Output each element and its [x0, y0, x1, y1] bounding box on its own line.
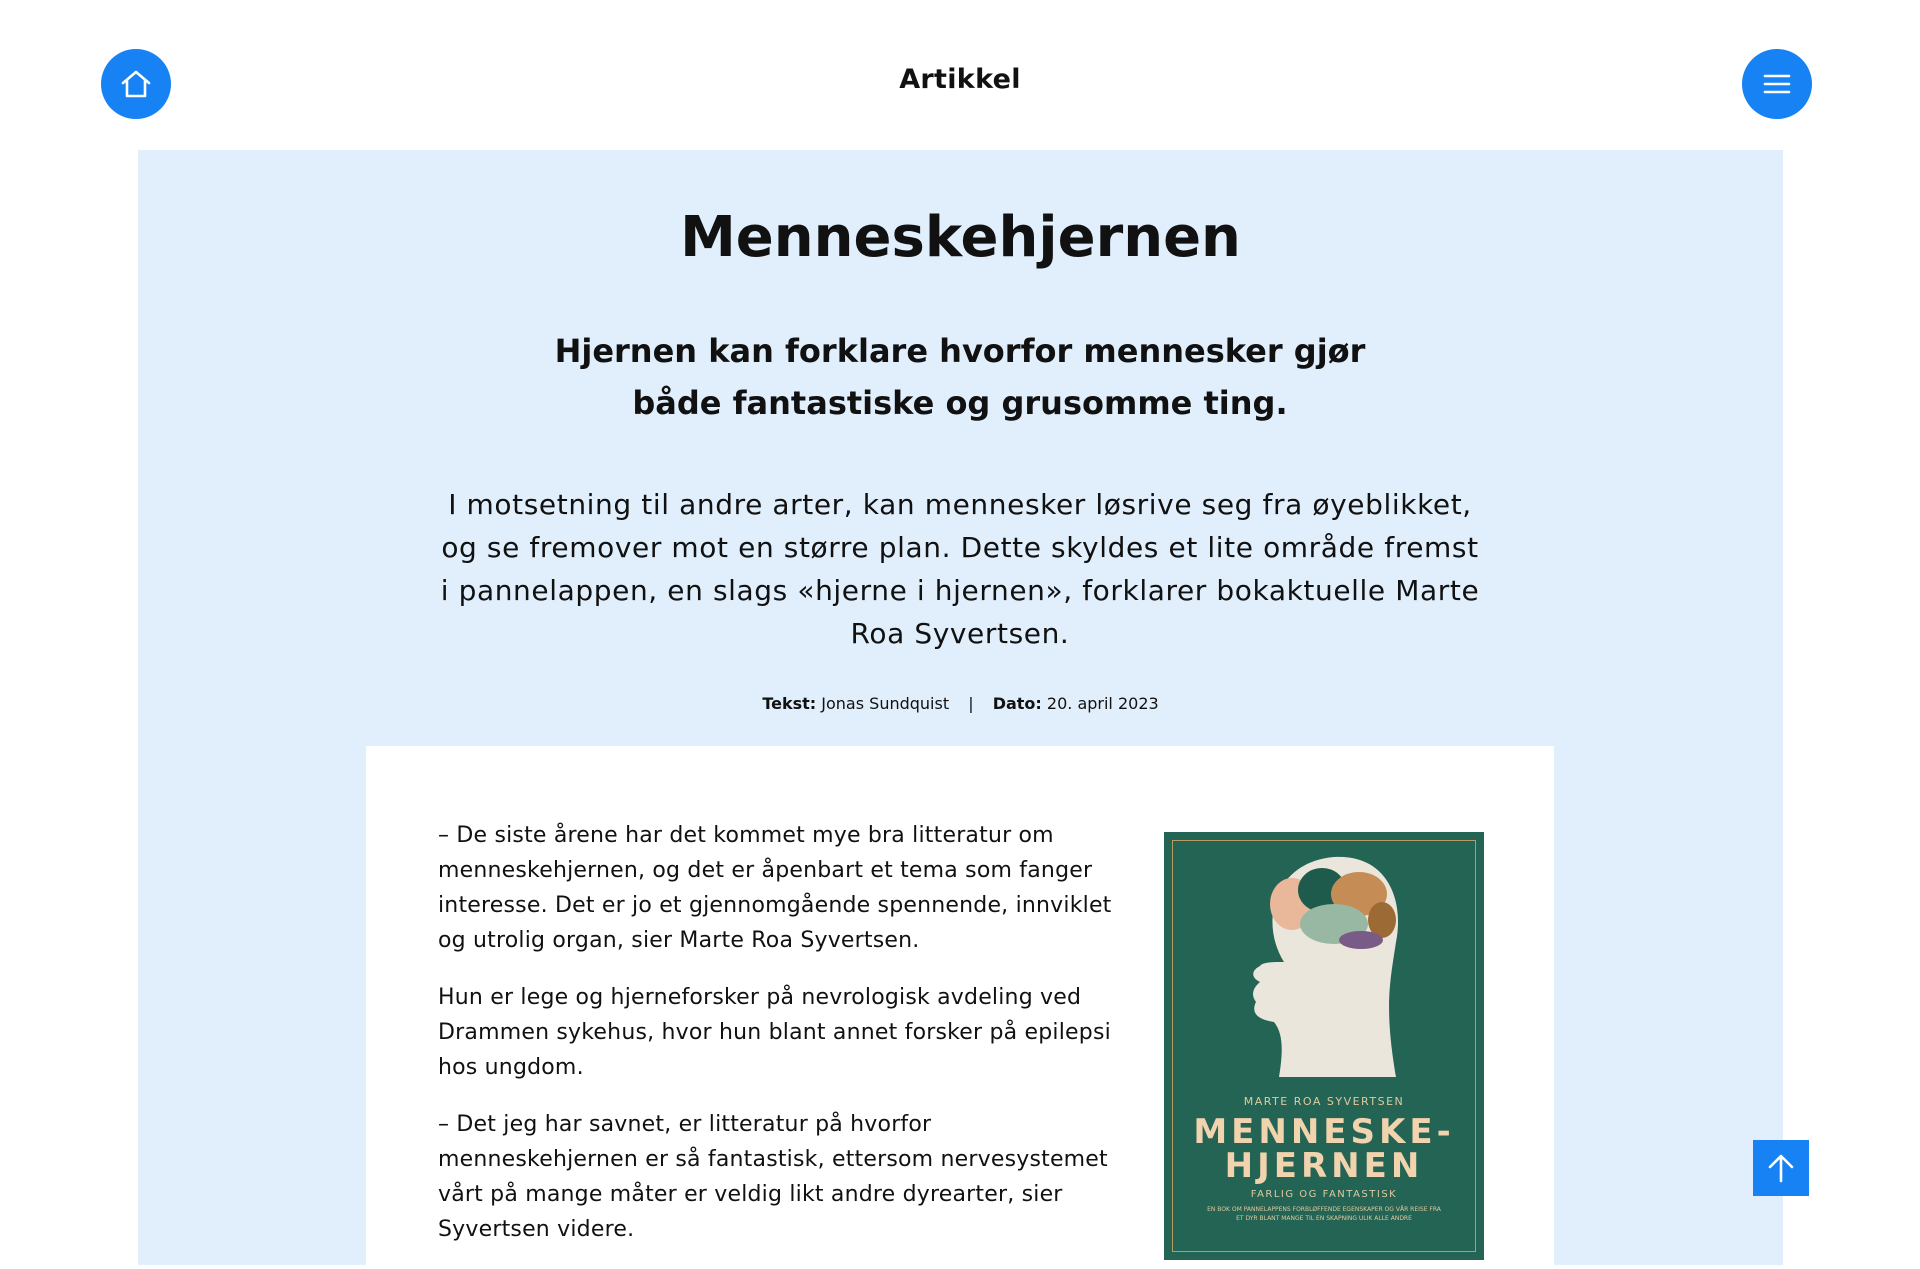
- article-meta: [138, 694, 1783, 713]
- author-name: Jonas Sundquist: [821, 694, 950, 713]
- article-lead: I motsetning til andre arter, kan mennesker løsrive seg fra øyeblikket, og se fremover mot en større plan. Dette skyldes et lite område fremst i pannelappen, en slags «hjerne i hjernen», forklarer bokaktuelle Marte Roa Syvertsen.: [440, 488, 1480, 650]
- body-text: [438, 818, 1118, 1269]
- hamburger-menu-icon: [1761, 68, 1793, 100]
- paragraph: Hun er lege og hjerneforsker på nevrologisk avdeling ved Drammen sykehus, hvor hun blant annet forsker på epilepsi hos ungdom.: [438, 985, 1111, 1080]
- book-title-line: MENNESKE-: [1193, 1112, 1455, 1152]
- article-body: [366, 746, 1554, 1266]
- book-subtitle: FARLIG OG FANTASTISK: [1250, 1189, 1398, 1200]
- scroll-to-top-button[interactable]: [1753, 1140, 1809, 1196]
- article-subtitle: Hjernen kan forklare hvorfor mennesker gjør både fantastiske og grusomme ting.: [554, 332, 1366, 422]
- book-cover-image: [1164, 832, 1484, 1260]
- menu-button[interactable]: [1742, 49, 1812, 119]
- paragraph: – De siste årene har det kommet mye bra litteratur om menneskehjernen, og det er åpenbart et tema som fanger interesse. Det er jo et gjennomgående spennende, innviklet og utrolig organ, sier Marte Roa Syvertsen.: [438, 823, 1112, 953]
- paragraph: – Det jeg har savnet, er litteratur på hvorfor menneskehjernen er så fantastisk, ettersom nervesystemet vårt på mange måter er veldig likt andre dyrearter, sier Syvertsen videre.: [438, 1112, 1108, 1242]
- publish-date: 20. april 2023: [1046, 694, 1159, 713]
- date-label: Dato:: [992, 694, 1042, 713]
- book-title-line: HJERNEN: [1224, 1146, 1424, 1186]
- book-description: EN BOK OM PANNELAPPENS FORBLØFFENDE EGENSKAPER OG VÅR REISE FRA ET DYR BLANT MANGE TIL EN SKAPNING ULIK ALLE ANDRE: [1207, 1206, 1441, 1222]
- meta-separator: |: [968, 694, 974, 713]
- header: [0, 0, 1920, 150]
- article-hero: [138, 150, 1783, 1265]
- arrow-up-icon: [1764, 1151, 1798, 1185]
- article-title: Menneskehjernen: [680, 205, 1241, 270]
- author-label: Tekst:: [762, 694, 817, 713]
- page-header-title: Artikkel: [899, 64, 1021, 95]
- head-illustration: [1164, 832, 1484, 1092]
- book-author: MARTE ROA SYVERTSEN: [1243, 1095, 1405, 1108]
